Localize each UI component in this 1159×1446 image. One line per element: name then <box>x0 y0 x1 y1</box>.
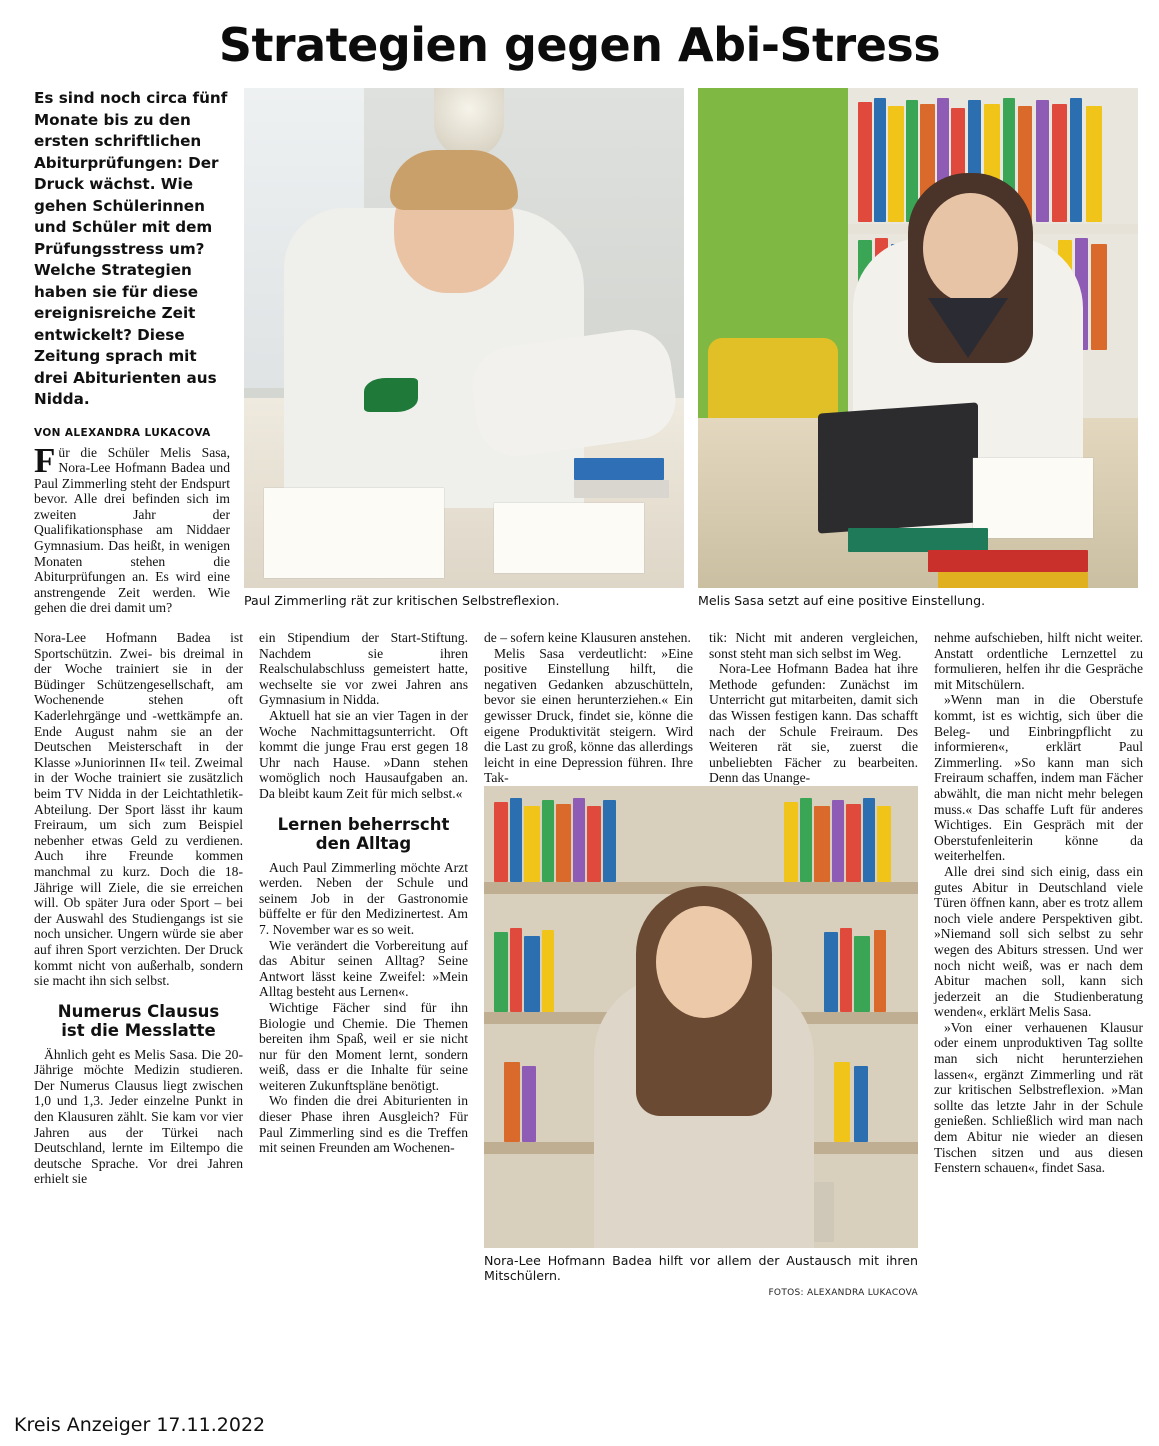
paragraph: Wichtige Fächer sind für ihn Biologie und Chemie. Die Themen bereiten ihm Spaß, weil er sie nicht nur für den Moment lernt, sondern weiß, dass er die Inhalte für seine weiteren Zukunftspläne benötigt. <box>259 999 468 1093</box>
paragraph: Wo finden die drei Abiturienten in dieser Phase ihren Ausgleich? Für Paul Zimmerling sind es die Treffen mit seinen Freunden am Wochenen- <box>259 1093 468 1156</box>
photo2-block <box>698 88 1138 608</box>
paragraph: Nora-Lee Hofmann Badea ist Sportschützin. Zwei- bis dreimal in der Woche trainiert sie in der Büdinger Schützengesellschaft, am Wochenende stehen oft Kaderlehrgänge und -wettkämpfe an. Ende August nahm sie an der Deutschen Meisterschaft in der Klasse »Juniorinnen II« teil. Zweimal in der Woche trainiert sie zusätzlich beim TV Nidda in der Leichtathletik-Abteilung. Der Sport lässt ihr kaum Freiraum, um sich zum Beispiel nebenher etwas Geld zu verdienen. Auch ihre Freunde kommen manchmal zu kurz. Doch die 18-Jährige will Ziele, die sie erreichen will. Ob später Jura oder Sport – bei der Auswahl des Studiengangs ist sie noch unsicher. Ungern würde sie aber auf ihren Sport verzichten. Der Druck kommt nicht von außerhalb, sondern sie macht ihn sich selbst. <box>34 630 243 989</box>
photo2-caption: Melis Sasa setzt auf eine positive Einstellung. <box>698 593 986 608</box>
source-footer: Kreis Anzeiger 17.11.2022 <box>14 1414 266 1436</box>
photo-credit: FOTOS: ALEXANDRA LUKACOVA <box>768 1287 918 1298</box>
paragraph: Ähnlich geht es Melis Sasa. Die 20-Jährige möchte Medizin studieren. Der Numerus Clausus liegt zwischen 1,0 und 1,3. Jeder einzelne Punkt in den Klausuren zählt. Sie kam vor vier Jahren aus der Türkei nach Deutschland, lernte im Eiltempo die deutsche Sprache. Vor drei Jahren erhielt sie <box>34 1046 243 1187</box>
column-1 <box>34 630 243 1302</box>
paragraph: Wie verändert die Vorbereitung auf das Abitur seinen Alltag? Seine Antwort lässt keine Zweifel: »Mein Alltag besteht aus Lernen«. <box>259 937 468 1000</box>
paragraph: nehme aufschieben, hilft nicht weiter. Anstatt ordentliche Lernzettel zu formulieren, helfen ihr die Gespräche mit Mitschülern. <box>934 630 1143 692</box>
column-5 <box>934 630 1143 1302</box>
intro-body <box>34 440 230 617</box>
paragraph: tik: Nicht mit anderen vergleichen, sonst steht man sich selbst im Weg. <box>709 630 918 661</box>
paragraph: Melis Sasa verdeutlicht: »Eine positive Einstellung hilft, die negativen Gedanken abzuschütteln, bevor sie einen herunterziehen.« Ein gewisser Druck, findet sie, könne die eigene Produktivität steigern. Wird die Last zu groß, könne das allerdings leicht in eine Depression führen. Ihre Tak- <box>484 645 693 786</box>
paragraph: Auch Paul Zimmerling möchte Arzt werden. Neben der Schule und seinem Job in der Gastronomie büffelte er für den Medizinertest. Am 7. November war es so weit. <box>259 859 468 937</box>
subhead-numerus: Numerus Clausus ist die Messlatte <box>57 1001 220 1040</box>
paragraph: ein Stipendium der Start-Stiftung. Nachdem sie ihren Realschulabschluss gemeistert hatte, wechselte sie vor zwei Jahren ans Gymnasium in Nidda. <box>259 630 468 708</box>
photo1-block <box>244 88 684 608</box>
photo-melis-sasa <box>698 88 1138 588</box>
intro-column <box>34 88 230 616</box>
intro-lead: Es sind noch circa fünf Monate bis zu den ersten schriftlichen Abiturprüfungen: Der Druck wächst. Wie gehen Schülerinnen und Schüler mit dem Prüfungsstress um? Welche Strategien haben sie für diese ereignisreiche Zeit entwickelt? Diese Zeitung sprach mit drei Abiturienten aus Nidda. <box>34 89 228 408</box>
article-columns <box>34 630 1143 1302</box>
page-title: Strategien gegen Abi-Stress <box>218 18 941 72</box>
photo-paul-zimmerling <box>244 88 684 588</box>
top-block <box>34 88 1125 616</box>
paragraph: »Wenn man in die Oberstufe kommt, ist es wichtig, sich über die Beleg- und Einbringpflicht zu informieren«, erklärt Paul Zimmerling. »So kann man sich Freiraum schaffen, indem man Fächer abwählt, die man nicht mehr belegen muss.« Das schaffe Luft für anderes Wichtiges. Ein Gespräch mit der Oberstufenleiterin könne da weiterhelfen. <box>934 692 1143 864</box>
photo3-caption: Nora-Lee Hofmann Badea hilft vor allem der Austausch mit ihren Mitschülern. <box>484 1252 918 1283</box>
photo-nora-lee-hofmann-badea <box>484 786 918 1248</box>
paragraph: »Von einer verhauenen Klausur oder einem unproduktiven Tag sollte man sich nicht herunterziehen lassen«, ergänzt Zimmerling und rät zur kritischen Selbstreflexion. »Man sollte das letzte Jahr in der Schule genießen. Schließlich wird man nach dem Abitur nie wieder an diesen Tischen sitzen und aus diesen Fenstern schauen«, findet Sasa. <box>934 1019 1143 1176</box>
subhead-lernen: Lernen beherrscht den Alltag <box>277 814 450 853</box>
paragraph: Für die Schüler Melis Sasa, Nora-Lee Hofmann Badea und Paul Zimmerling steht der Endspurt bevor. Alle drei befinden sich im zweiten Jahr der Qualifikationsphase am Niddaer Gymnasium. Das heißt, in wenigen Monaten stehen die Abiturprüfungen an. Es wird eine anstrengende Zeit werden. Wie gehen die drei damit um? <box>34 440 230 616</box>
byline: VON ALEXANDRA LUKACOVA <box>34 426 211 439</box>
newspaper-page <box>0 18 1159 1446</box>
paragraph: Nora-Lee Hofmann Badea hat ihre Methode gefunden: Zunächst im Unterricht gut mitarbeiten, damit sich das Wissen festigen kann. Das schafft nach der Schule Freiraum. Des Weiteren rät sie, zuerst die unbeliebten Fächer zu bearbeiten. Denn das Unange- <box>709 661 918 786</box>
paragraph: de – sofern keine Klausuren anstehen. <box>484 630 691 646</box>
photo1-caption: Paul Zimmerling rät zur kritischen Selbstreflexion. <box>244 593 560 608</box>
photo3-block <box>484 786 918 1302</box>
paragraph: Aktuell hat sie an vier Tagen in der Woche Nachmittagsunterricht. Oft kommt die junge Frau erst gegen 18 Uhr nach Hause. »Dann stehen womöglich noch Hausaufgaben an. Da bleibt kaum Zeit für mich selbst.« <box>259 708 468 801</box>
column-2 <box>259 630 468 1302</box>
paragraph: Alle drei sind sich einig, dass ein gutes Abitur in Deutschland viele Türen öffnen kann, aber es trotz allem noch viele andere Perspektiven gibt. »Niemand soll sich selbst zu sehr wegen des Abiturs stressen. Und wer noch nicht weiß, was er nach dem Abitur machen soll, kann sich jederzeit an die Studienberatung wenden«, erklärt Melis Sasa. <box>934 863 1143 1020</box>
